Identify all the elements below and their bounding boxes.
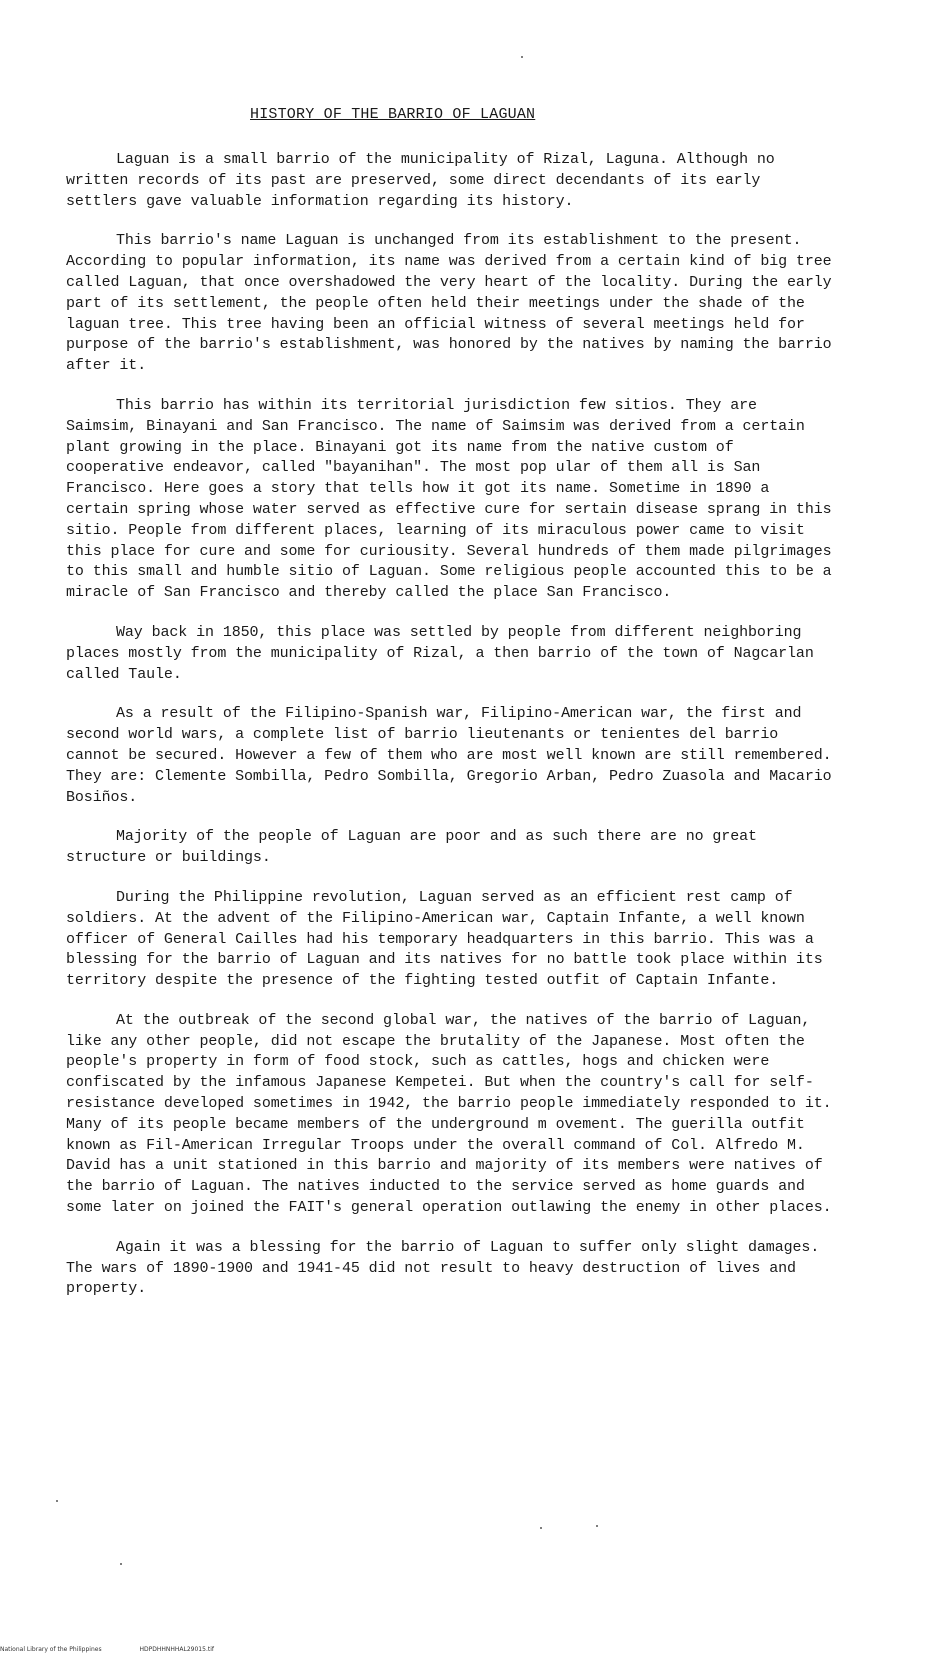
paragraph-6: Majority of the people of Laguan are poor and as such there are no great structure or buildings. bbox=[66, 828, 757, 867]
scan-speck bbox=[120, 1563, 122, 1565]
scan-speck bbox=[540, 1527, 542, 1529]
footer-file-id: HDPDHHNHHAL29015.tif bbox=[139, 1646, 214, 1653]
paragraph-2: This barrio's name Laguan is unchanged from its establishment to the present. According to popular information, its name was derived from a certain kind of big tree called Laguan, that once overshadowed the very heart of the locality. During the early part of its settlement, the people often held their meetings under the shade of the laguan tree. This tree having been an official witness of several meetings held for purpose of the barrio's establishment, was honored by the natives by naming the barrio after it. bbox=[66, 232, 832, 375]
paragraph-4: Way back in 1850, this place was settled by people from different neighboring places mostly from the municipality of Rizal, a then barrio of the town of Nagcarlan called Taule. bbox=[66, 623, 814, 683]
paragraph-1: Laguan is a small barrio of the municipality of Rizal, Laguna. Although no written records of its past are preserved, some direct decendants of its early settlers gave valuable information regarding its history. bbox=[66, 151, 775, 210]
paragraph-8: At the outbreak of the second global war, the natives of the barrio of Laguan, like any other people, did not escape the brutality of the Japanese. Most often the people's property in form of food stock, such as cattles, hogs and chicken were confiscated by the infamous Japanese Kempetei. But when the country's call for self-resistance developed sometimes in 1942, the barrio people immediately responded to it. Many of its people became members of the underground m ovement. The guerilla outfit known as Fil-American Irregular Troops under the overall command of Col. Alfredo M. David has a unit stationed in this barrio and majority of its members were natives of the barrio of Laguan. The natives inducted to the service served as home guards and some later on joined the FAIT's general operation outlawing the enemy in other places. bbox=[66, 1011, 832, 1217]
paragraph-7: During the Philippine revolution, Laguan served as an efficient rest camp of soldiers. At the advent of the Filipino-American war, Captain Infante, a well known officer of General Cailles had his temporary headquarters in this barrio. This was a blessing for the barrio of Laguan and its natives for no battle took place within its territory despite the presence of the fighting tested outfit of Captain Infante. bbox=[66, 888, 823, 990]
footer-library: National Library of the Philippines bbox=[0, 1646, 102, 1653]
page-title: HISTORY OF THE BARRIO OF LAGUAN bbox=[250, 106, 536, 123]
document-body bbox=[66, 150, 836, 1319]
paragraph-3: This barrio has within its territorial jurisdiction few sitios. They are Saimsim, Binayani and San Francisco. The name of Saimsim was derived from a certain plant growing in the place. Binayani got its name from the native custom of cooperative endeavor, called "bayanihan". The most pop ular of them all is San Francisco. Here goes a story that tells how it got its name. Sometime in 1890 a certain spring whose water served as effective cure for sertain disease sprang in this sitio. People from different places, learning of its miraculous power came to visit this place for cure and some for curiousity. Several hundreds of them made pilgrimages to this small and humble sitio of Laguan. Some religious people accounted this to be a miracle of San Francisco and thereby called the place San Francisco. bbox=[66, 396, 832, 602]
paragraph-5: As a result of the Filipino-Spanish war, Filipino-American war, the first and second world wars, a complete list of barrio lieutenants or tenientes del barrio cannot be secured. However a few of them who are most well known are still remembered. They are: Clemente Sombilla, Pedro Sombilla, Gregorio Arban, Pedro Zuasola and Macario Bosiños. bbox=[66, 705, 832, 806]
scan-speck bbox=[56, 1500, 58, 1502]
scan-speck bbox=[521, 56, 523, 58]
paragraph-9: Again it was a blessing for the barrio of Laguan to suffer only slight damages. The wars of 1890-1900 and 1941-45 did not result to heavy destruction of lives and property. bbox=[66, 1238, 820, 1298]
scan-speck bbox=[596, 1525, 598, 1527]
scan-footer bbox=[0, 1646, 250, 1653]
